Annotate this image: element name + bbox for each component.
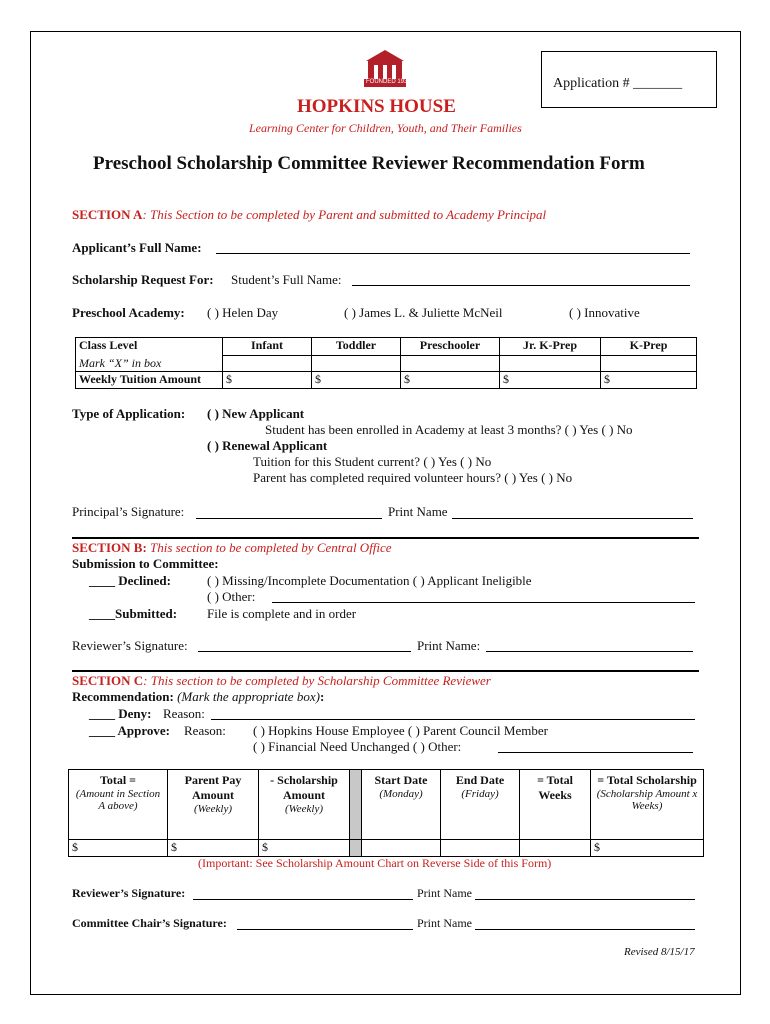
parent-pay-header-note: (Weekly) [193,803,233,815]
total-scholarship-header-text: = Total Scholarship [597,773,697,787]
submitted-label[interactable]: ____Submitted: [89,606,178,621]
total-scholarship-cell[interactable]: $ [591,840,704,857]
kprep-tuition[interactable]: $ [601,372,697,389]
approve-reason-label: Reason: [184,723,226,738]
class-level-header: Class Level [76,338,223,356]
form-title: Preschool Scholarship Committee Reviewer Recommendation Form [93,153,645,174]
section-b-note: This section to be completed by Central Office [146,540,392,555]
weekly-tuition-label: Weekly Tuition Amount [76,372,223,389]
applicant-name-label: Applicant’s Full Name: [72,240,202,255]
enrolled-question[interactable]: Student has been enrolled in Academy at least 3 months? ( ) Yes ( ) No [265,422,633,437]
end-date-header-text: End Date [455,773,505,787]
declined-label[interactable]: ____ Declined: [89,573,171,588]
academy-option-innovative[interactable]: ( ) Innovative [569,305,640,320]
mark-x-label: Mark “X” in box [76,356,223,372]
section-b-divider [72,670,699,672]
section-c-heading [72,673,491,689]
infant-tuition[interactable]: $ [223,372,312,389]
section-c-note: : This section to be completed by Scholarship Committee Reviewer [143,673,491,688]
logo-founded-text: FOUNDED 1939 [366,79,411,85]
start-date-header-text: Start Date [374,773,428,787]
scholarship-amount-header-note: (Weekly) [284,803,324,815]
approve-options-row1[interactable]: ( ) Hopkins House Employee ( ) Parent Council Member [253,723,548,738]
submission-label: Submission to Committee: [72,556,219,571]
preschooler-tuition[interactable]: $ [401,372,500,389]
academy-option-mcneil[interactable]: ( ) James L. & Juliette McNeil [344,305,503,320]
section-a-note: : This Section to be completed by Parent and submitted to Academy Principal [142,207,547,222]
start-date-header [362,770,441,840]
submitted-note: File is complete and in order [207,606,357,621]
reviewer-print-name-label-b: Print Name: [417,638,481,653]
total-header-text: Total = [99,773,137,787]
revised-date: Revised 8/15/17 [624,946,695,958]
parent-pay-header-text: Parent Pay Amount [184,773,242,802]
preschool-academy-label: Preschool Academy: [72,305,185,320]
org-tagline: Learning Center for Children, Youth, and Their Families [249,121,522,135]
total-header [69,770,168,840]
jr-kprep-mark-box[interactable] [500,356,601,372]
declined-options[interactable]: ( ) Missing/Incomplete Documentation ( ) Applicant Ineligible [207,573,532,588]
recommendation-label [72,689,324,705]
approve-label[interactable]: ____ Approve: [89,723,171,738]
total-weeks-header-text: = Total Weeks [537,773,573,802]
chair-signature-label: Committee Chair’s Signature: [72,916,227,930]
total-weeks-header [520,770,591,840]
section-b-heading [72,540,392,556]
recommendation-colon: : [319,689,325,704]
total-scholarship-header [591,770,704,840]
reviewer-print-name-field-c[interactable] [475,899,695,900]
parent-pay-header [168,770,259,840]
total-header-note: (Amount in Section A above) [75,788,161,812]
section-b-label: SECTION B: [72,540,147,555]
toddler-header: Toddler [312,338,401,356]
infant-header: Infant [223,338,312,356]
section-c-label: SECTION C [72,673,144,688]
declined-other-option[interactable]: ( ) Other: [207,589,256,604]
section-a-label: SECTION A [72,207,143,222]
student-name-label: Student’s Full Name: [231,272,342,287]
chair-print-name-label: Print Name [417,916,472,930]
end-date-cell[interactable] [441,840,520,857]
principal-signature-label: Principal’s Signature: [72,504,185,519]
parent-pay-cell[interactable]: $ [168,840,259,857]
reviewer-signature-field-b[interactable] [198,651,411,652]
preschooler-header: Preschooler [401,338,500,356]
total-amount-cell[interactable]: $ [69,840,168,857]
deny-reason-field[interactable] [211,719,695,720]
total-weeks-cell[interactable] [520,840,591,857]
approve-other-field[interactable] [498,752,693,753]
kprep-mark-box[interactable] [601,356,697,372]
end-date-header [441,770,520,840]
scholarship-amount-header [259,770,350,840]
jr-kprep-header: Jr. K-Prep [500,338,601,356]
deny-reason-label: Reason: [163,706,205,721]
start-date-cell[interactable] [362,840,441,857]
reviewer-print-name-label-c: Print Name [417,886,472,900]
recommendation-text: Recommendation: [72,689,174,704]
class-level-table [75,337,697,389]
org-name: HOPKINS HOUSE [297,96,456,117]
academy-option-helen-day[interactable]: ( ) Helen Day [207,305,279,320]
reviewer-signature-field-c[interactable] [193,899,413,900]
deny-label[interactable]: ____ Deny: [89,706,152,721]
infant-mark-box[interactable] [223,356,312,372]
shaded-column-cell [350,840,362,857]
application-number: Application # _______ [553,76,683,91]
student-name-field[interactable] [352,285,690,286]
renewal-applicant-option[interactable]: ( ) Renewal Applicant [207,438,328,453]
scholarship-amount-header-text: - Scholarship Amount [270,773,338,802]
principal-print-name-field[interactable] [452,518,693,519]
scholarship-calc-table [68,769,704,857]
important-note: (Important: See Scholarship Amount Chart on Reverse Side of this Form) [198,856,552,870]
reviewer-signature-label-b: Reviewer’s Signature: [72,638,188,653]
reviewer-signature-label-c: Reviewer’s Signature: [72,886,186,900]
start-date-header-note: (Monday) [379,788,423,800]
reviewer-print-name-field-b[interactable] [486,651,693,652]
preschooler-mark-box[interactable] [401,356,500,372]
chair-signature-field[interactable] [237,929,413,930]
tuition-current-question[interactable]: Tuition for this Student current? ( ) Yes ( ) No [253,454,492,469]
application-type-label: Type of Application: [72,406,186,421]
approve-options-row2[interactable]: ( ) Financial Need Unchanged ( ) Other: [253,739,462,754]
new-applicant-option[interactable]: ( ) New Applicant [207,406,305,421]
recommendation-note: (Mark the appropriate box) [177,689,320,704]
toddler-tuition[interactable]: $ [312,372,401,389]
toddler-mark-box[interactable] [312,356,401,372]
end-date-header-note: (Friday) [461,788,499,800]
declined-other-field[interactable] [272,602,695,603]
shaded-column-header [350,770,362,840]
chair-print-name-field[interactable] [475,929,695,930]
applicant-name-field[interactable] [216,253,690,254]
scholarship-request-label: Scholarship Request For: [72,272,214,287]
section-a-heading [72,207,546,223]
jr-kprep-tuition[interactable]: $ [500,372,601,389]
total-scholarship-header-note: (Scholarship Amount x Weeks) [596,788,698,812]
section-a-divider [72,537,699,539]
principal-signature-field[interactable] [196,518,382,519]
principal-print-name-label: Print Name [388,504,448,519]
volunteer-hours-question[interactable]: Parent has completed required volunteer hours? ( ) Yes ( ) No [253,470,573,485]
scholarship-amount-cell[interactable]: $ [259,840,350,857]
kprep-header: K-Prep [601,338,697,356]
